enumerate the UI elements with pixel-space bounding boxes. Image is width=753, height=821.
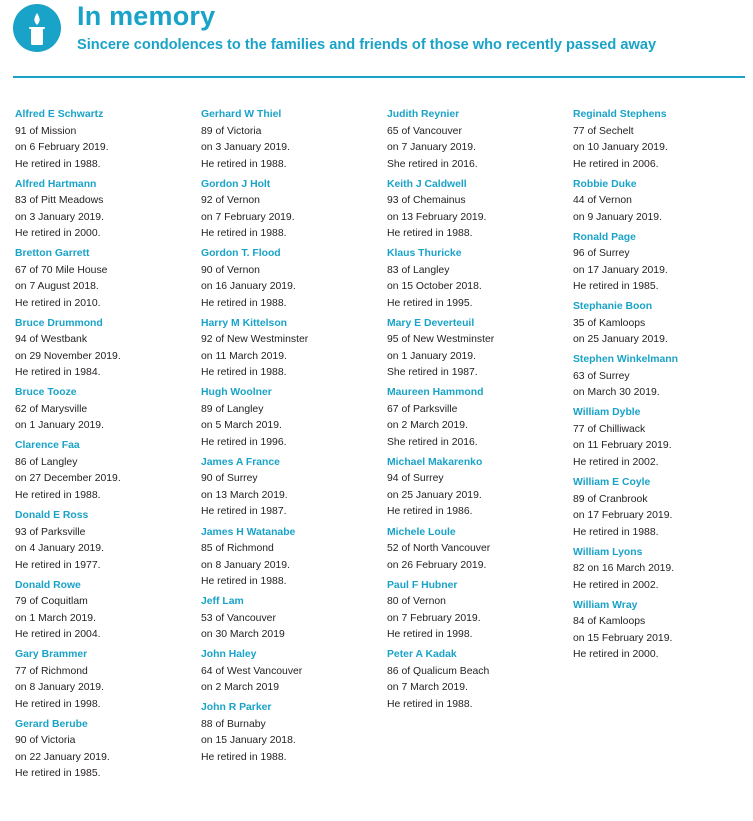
obituary-detail-line: on 9 January 2019. (573, 211, 662, 223)
obituary-entry (573, 230, 751, 296)
obituary-detail-line: on 27 December 2019. (15, 473, 121, 485)
deceased-name: Jeff Lam (201, 596, 244, 608)
deceased-name: Bruce Tooze (15, 387, 77, 399)
obituary-detail-line: on 2 March 2019 (201, 682, 279, 694)
obituary-detail-line: 89 of Cranbrook (573, 493, 648, 505)
deceased-name: Bretton Garrett (15, 248, 90, 260)
obituary-detail-line: 92 of Vernon (201, 195, 260, 207)
obituary-entry (15, 316, 193, 382)
obituary-entry (387, 525, 565, 575)
deceased-name: Clarence Faa (15, 440, 80, 452)
obituary-detail-line: on 7 January 2019. (387, 142, 476, 153)
obituary-detail-line: He retired in 1998. (387, 629, 473, 641)
obituary-entry (387, 177, 565, 243)
obituary-detail-line: 83 of Pitt Meadows (15, 195, 104, 207)
obituary-detail-line: He retired in 1988. (201, 576, 287, 588)
obituary-column-3 (387, 107, 565, 717)
deceased-name: Donald Rowe (15, 579, 81, 591)
deceased-name: Michele Loule (387, 526, 456, 538)
obituary-detail-line: on 11 March 2019. (201, 350, 287, 362)
obituary-detail-line: He retired in 1988. (201, 228, 287, 240)
obituary-detail-line: He retired in 2002. (573, 456, 659, 468)
obituary-detail-line: on 29 November 2019. (15, 350, 121, 362)
obituary-entry (573, 405, 751, 471)
obituary-detail-line: on 15 February 2019. (573, 632, 673, 644)
page-subtitle: Sincere condolences to the families and friends of those who recently passed away (77, 37, 657, 53)
obituary-detail-line: He retired in 1988. (15, 158, 101, 170)
obituary-detail-line: on 30 March 2019 (201, 629, 285, 641)
obituary-entry (573, 598, 751, 664)
obituary-entry (387, 246, 565, 312)
obituary-detail-line: on 10 January 2019. (573, 142, 668, 153)
deceased-name: Gerhard W Thiel (201, 109, 282, 120)
obituary-detail-line: 91 of Mission (15, 125, 77, 137)
obituary-detail-line: 86 of Qualicum Beach (387, 665, 490, 677)
obituary-detail-line: He retired in 2010. (15, 297, 101, 309)
obituary-column-4 (573, 107, 751, 667)
obituary-entry (201, 107, 379, 173)
obituary-detail-line: 89 of Langley (201, 403, 264, 415)
obituary-entry (201, 177, 379, 243)
obituary-detail-line: 92 of New Westminster (201, 334, 309, 346)
deceased-name: John R Parker (201, 702, 272, 714)
obituary-detail-line: He retired in 1996. (201, 436, 287, 448)
obituary-detail-line: 67 of 70 Mile House (15, 264, 108, 276)
obituary-detail-line: on 15 January 2018. (201, 735, 296, 747)
obituary-detail-line: 64 of West Vancouver (201, 665, 303, 677)
obituary-detail-line: 93 of Parksville (15, 526, 86, 538)
obituary-detail-line: 94 of Surrey (387, 473, 444, 485)
obituary-detail-line: on 25 January 2019. (573, 334, 668, 346)
obituary-detail-line: on 8 January 2019. (15, 682, 104, 694)
obituary-detail-line: 88 of Burnaby (201, 718, 266, 730)
obituary-detail-line: on 7 March 2019. (387, 682, 468, 694)
obituary-entry (201, 525, 379, 591)
obituary-detail-line: He retired in 1984. (15, 367, 101, 379)
obituary-detail-line: on 17 January 2019. (573, 264, 668, 276)
obituary-detail-line: on 7 February 2019. (201, 211, 295, 223)
obituary-detail-line: 96 of Surrey (573, 248, 630, 260)
obituary-detail-line: 52 of North Vancouver (387, 543, 491, 555)
obituary-detail-line: He retired in 1988. (201, 751, 287, 763)
obituary-entry (573, 352, 751, 402)
obituary-entry (201, 700, 379, 766)
obituary-detail-line: She retired in 2016. (387, 158, 478, 170)
deceased-name: Michael Makarenko (387, 456, 483, 468)
obituary-detail-line: on 3 January 2019. (201, 142, 290, 153)
obituary-detail-line: He retired in 1995. (387, 297, 473, 309)
obituary-detail-line: He retired in 1986. (387, 506, 473, 518)
obituary-detail-line: He retired in 2006. (573, 158, 659, 170)
obituary-detail-line: 85 of Richmond (201, 543, 274, 555)
obituary-detail-line: 94 of Westbank (15, 334, 88, 346)
obituary-entry (15, 717, 193, 783)
obituary-entry (15, 177, 193, 243)
deceased-name: Gordon J Holt (201, 178, 271, 190)
obituary-column-1 (15, 107, 193, 786)
obituary-detail-line: on 4 January 2019. (15, 543, 104, 555)
obituary-detail-line: 53 of Vancouver (201, 612, 276, 624)
obituary-detail-line: on 26 February 2019. (387, 559, 487, 571)
obituary-detail-line: on 13 March 2019. (201, 489, 288, 501)
obituary-entry (573, 177, 751, 227)
obituary-detail-line: He retired in 1985. (573, 281, 659, 293)
obituary-detail-line: 77 of Chilliwack (573, 423, 646, 435)
deceased-name: Gerard Berube (15, 718, 88, 730)
obituary-detail-line: 83 of Langley (387, 264, 450, 276)
deceased-name: Keith J Caldwell (387, 178, 467, 190)
obituary-entry (15, 438, 193, 504)
deceased-name: Reginald Stephens (573, 109, 667, 120)
deceased-name: Peter A Kadak (387, 649, 457, 661)
deceased-name: Harry M Kittelson (201, 317, 288, 329)
page-header (0, 0, 753, 78)
deceased-name: Judith Reynier (387, 109, 460, 120)
obituary-detail-line: 77 of Richmond (15, 665, 88, 677)
obituary-detail-line: on 16 January 2019. (201, 281, 296, 293)
obituary-entry (387, 578, 565, 644)
deceased-name: John Haley (201, 649, 257, 661)
deceased-name: Paul F Hubner (387, 579, 458, 591)
deceased-name: Donald E Ross (15, 510, 89, 522)
header-divider (13, 76, 745, 78)
obituary-detail-line: 90 of Surrey (201, 473, 258, 485)
obituary-detail-line: on 8 January 2019. (201, 559, 290, 571)
deceased-name: William E Coyle (573, 477, 651, 489)
deceased-name: Klaus Thuricke (387, 248, 462, 260)
obituary-detail-line: 89 of Victoria (201, 125, 262, 137)
obituary-detail-line: She retired in 2016. (387, 436, 478, 448)
deceased-name: James A France (201, 456, 280, 468)
obituary-detail-line: 90 of Vernon (201, 264, 260, 276)
obituary-entry (15, 385, 193, 435)
obituary-entry (387, 647, 565, 713)
deceased-name: Bruce Drummond (15, 317, 103, 329)
obituary-detail-line: 93 of Chemainus (387, 195, 466, 207)
obituary-entry (201, 385, 379, 451)
obituary-detail-line: 63 of Surrey (573, 370, 630, 382)
obituary-detail-line: He retired in 1988. (15, 489, 101, 501)
obituary-detail-line: on 1 January 2019. (15, 420, 104, 432)
obituary-detail-line: on 3 January 2019. (15, 211, 104, 223)
obituary-entry (15, 246, 193, 312)
candle-icon (13, 4, 61, 52)
deceased-name: Gary Brammer (15, 649, 88, 661)
obituary-detail-line: He retired in 1998. (15, 698, 101, 710)
obituary-entry (573, 299, 751, 349)
obituary-entry (15, 508, 193, 574)
obituary-detail-line: on March 30 2019. (573, 387, 660, 399)
obituary-detail-line: 65 of Vancouver (387, 125, 462, 137)
obituary-entry (15, 107, 193, 173)
obituary-detail-line: He retired in 1988. (387, 698, 473, 710)
deceased-name: Stephen Winkelmann (573, 354, 678, 366)
obituary-detail-line: 67 of Parksville (387, 403, 458, 415)
obituary-detail-line: 80 of Vernon (387, 596, 446, 608)
deceased-name: Stephanie Boon (573, 301, 653, 313)
obituary-detail-line: on 5 March 2019. (201, 420, 282, 432)
obituary-detail-line: 86 of Langley (15, 456, 78, 468)
deceased-name: Gordon T. Flood (201, 248, 281, 260)
obituary-entry (573, 107, 751, 173)
obituary-detail-line: on 17 February 2019. (573, 510, 673, 522)
obituary-detail-line: on 1 January 2019. (387, 350, 476, 362)
obituary-detail-line: He retired in 1977. (15, 559, 101, 571)
obituary-entry (573, 545, 751, 595)
obituary-detail-line: 44 of Vernon (573, 195, 632, 207)
obituary-entry (201, 594, 379, 644)
obituary-column-2 (201, 107, 379, 770)
obituary-detail-line: 35 of Kamloops (573, 317, 646, 329)
obituary-detail-line: He retired in 2000. (573, 649, 659, 661)
obituary-detail-line: He retired in 1987. (201, 506, 287, 518)
deceased-name: Robbie Duke (573, 178, 637, 190)
deceased-name: William Wray (573, 599, 638, 611)
deceased-name: James H Watanabe (201, 526, 296, 538)
obituary-entry (15, 647, 193, 713)
obituary-detail-line: 77 of Sechelt (573, 125, 634, 137)
obituary-entry (201, 246, 379, 312)
obituary-entry (201, 647, 379, 697)
obituary-detail-line: on 11 February 2019. (573, 440, 672, 452)
obituary-entry (201, 455, 379, 521)
obituary-detail-line: He retired in 1988. (201, 367, 287, 379)
obituary-entry (201, 316, 379, 382)
obituary-entry (387, 316, 565, 382)
obituary-detail-line: on 22 January 2019. (15, 751, 110, 763)
deceased-name: Ronald Page (573, 231, 636, 243)
deceased-name: Hugh Woolner (201, 387, 272, 399)
obituary-detail-line: He retired in 1985. (15, 768, 101, 780)
obituary-detail-line: He retired in 2002. (573, 579, 659, 591)
deceased-name: Mary E Deverteuil (387, 317, 475, 329)
deceased-name: Alfred Hartmann (15, 178, 97, 190)
obituary-entry (387, 385, 565, 451)
obituary-entry (387, 107, 565, 173)
page-title: In memory (77, 1, 216, 31)
obituary-detail-line: He retired in 1988. (573, 526, 659, 538)
obituary-detail-line: 79 of Coquitlam (15, 596, 88, 608)
obituary-detail-line: on 7 February 2019. (387, 612, 481, 624)
obituary-detail-line: He retired in 2004. (15, 629, 101, 641)
obituary-detail-line: on 2 March 2019. (387, 420, 468, 432)
obituary-detail-line: 84 of Kamloops (573, 616, 646, 628)
obituary-detail-line: He retired in 1988. (201, 158, 287, 170)
deceased-name: Maureen Hammond (387, 387, 484, 399)
candle-icon-graphic (13, 4, 61, 52)
obituary-detail-line: He retired in 1988. (201, 297, 287, 309)
obituary-detail-line: She retired in 1987. (387, 367, 478, 379)
obituary-detail-line: on 13 February 2019. (387, 211, 487, 223)
obituary-detail-line: 62 of Marysville (15, 403, 88, 415)
obituary-detail-line: on 25 January 2019. (387, 489, 482, 501)
obituary-entry (387, 455, 565, 521)
deceased-name: William Lyons (573, 546, 643, 558)
obituary-detail-line: 82 on 16 March 2019. (573, 563, 675, 575)
deceased-name: William Dyble (573, 407, 641, 419)
obituary-detail-line: on 15 October 2018. (387, 281, 482, 293)
obituary-detail-line: 95 of New Westminster (387, 334, 495, 346)
obituary-detail-line: on 7 August 2018. (15, 281, 99, 293)
obituary-detail-line: He retired in 1988. (387, 228, 473, 240)
obituary-entry (573, 475, 751, 541)
obituary-detail-line: He retired in 2000. (15, 228, 101, 240)
obituary-detail-line: on 6 February 2019. (15, 142, 109, 153)
obituary-entry (15, 578, 193, 644)
deceased-name: Alfred E Schwartz (15, 109, 104, 120)
obituary-detail-line: 90 of Victoria (15, 735, 76, 747)
obituary-detail-line: on 1 March 2019. (15, 612, 96, 624)
